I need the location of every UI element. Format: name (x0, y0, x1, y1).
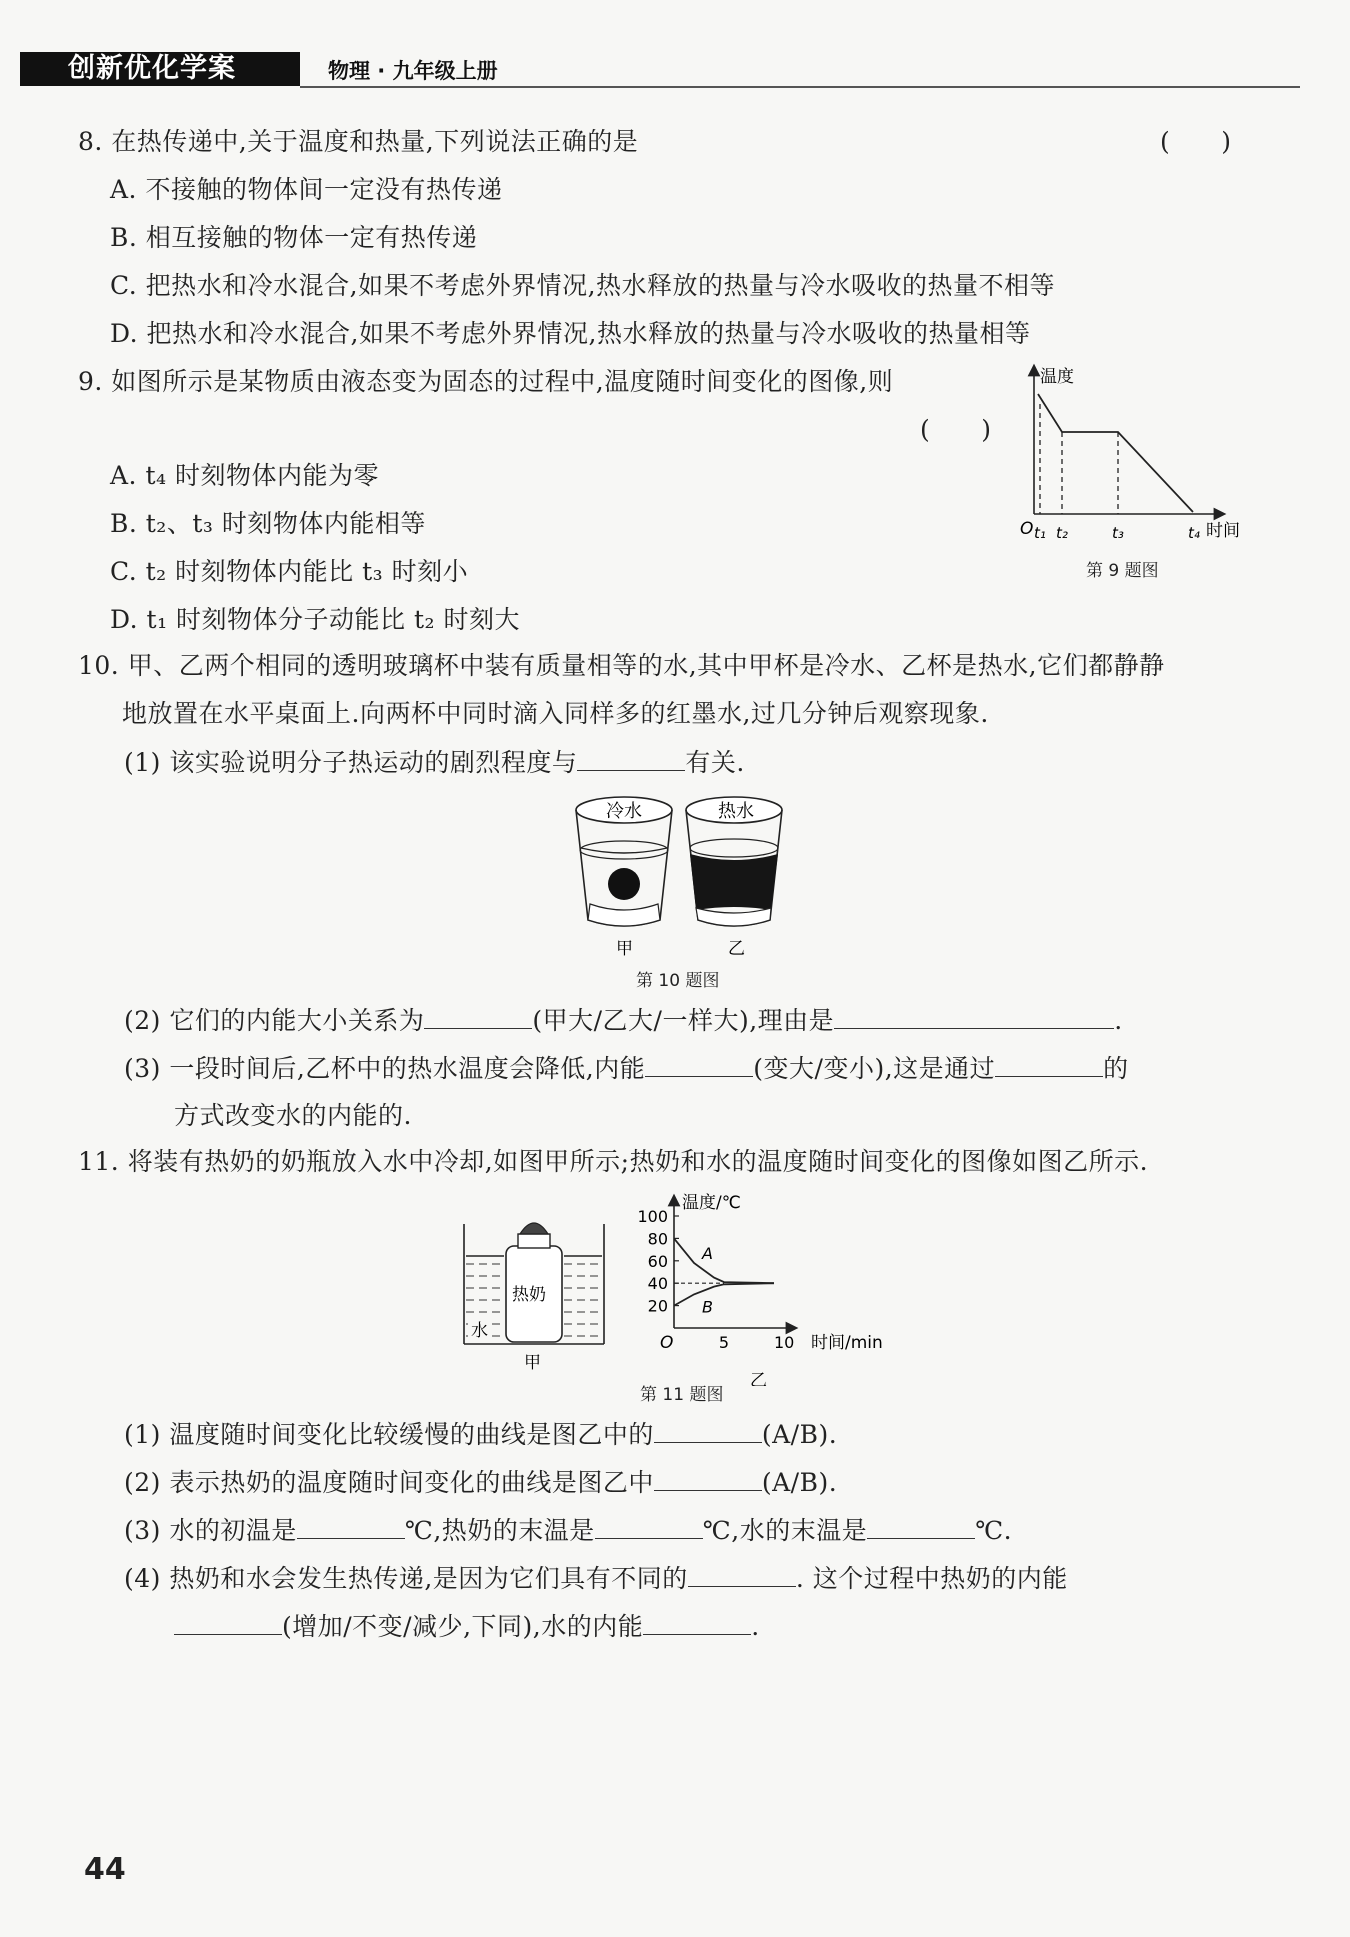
q11-chart-name: 乙 (750, 1371, 767, 1386)
q11-sub3-text-d: ℃. (975, 1516, 1013, 1545)
q11-ytick-label-20: 20 (647, 1296, 668, 1316)
q10-sub2-tail: . (1114, 1006, 1123, 1035)
q8-stem: 8. 在热传递中,关于温度和热量,下列说法正确的是 (78, 127, 639, 156)
q11-sub2 (124, 1466, 837, 1499)
q8-answer-paren: ( ) (1160, 127, 1232, 156)
q9-caption: 第 9 题图 (1086, 561, 1159, 581)
q11-sub4-blank-b[interactable] (174, 1610, 282, 1635)
q11-sub3-blank-a[interactable] (297, 1514, 405, 1539)
header-title: 创新优化学案 (68, 53, 236, 84)
q10-caption: 第 10 题图 (636, 971, 720, 991)
q8-option-a: A. 不接触的物体间一定没有热传递 (110, 175, 503, 204)
q9-option-d: D. t₁ 时刻物体分子动能比 t₂ 时刻大 (110, 605, 521, 634)
q10-sub2 (124, 1004, 1123, 1037)
q11-series-A-line (674, 1238, 774, 1283)
q9-option-a: A. t₄ 时刻物体内能为零 (110, 461, 379, 490)
ink-spread-hot (690, 854, 778, 910)
q10-sub1 (124, 746, 745, 779)
q10-sub1-text: (1) 该实验说明分子热运动的剧烈程度与 (124, 748, 578, 777)
q10-sub3-mid: (变大/变小),这是通过 (753, 1054, 996, 1083)
figure-jia-name: 甲 (524, 1353, 541, 1372)
q10-sub2-blank-a[interactable] (424, 1004, 532, 1029)
q10-sub3 (124, 1052, 1129, 1085)
q11-origin: O (660, 1333, 674, 1353)
q11-ytick-label-100: 100 (637, 1207, 668, 1226)
q11-sub1-tail: (A/B). (761, 1420, 838, 1449)
q10-sub3-line2: 方式改变水的内能的. (174, 1101, 412, 1130)
cold-glass-label: 冷水 (606, 801, 642, 822)
q11-sub4-blank-c[interactable] (643, 1610, 751, 1635)
q11-sub3-text-b: ℃,热奶的末温是 (404, 1516, 595, 1545)
ink-drop-cold (608, 868, 640, 900)
q9-temperature-curve (1038, 394, 1193, 512)
q11-xtick-label-10: 10 (774, 1333, 795, 1352)
q11-ytick-label-60: 60 (647, 1251, 668, 1271)
q9-tick-t2: t₂ (1056, 524, 1068, 542)
q10-sub3-text: (3) 一段时间后,乙杯中的热水温度会降低,内能 (124, 1054, 646, 1083)
q10-sub3-tail: 的 (1103, 1054, 1129, 1083)
page-number: 44 (84, 1852, 126, 1887)
bottle-nipple (520, 1223, 548, 1234)
q9-tick-t1: t₁ (1034, 524, 1046, 542)
q9-option-b: B. t₂、t₃ 时刻物体内能相等 (110, 509, 426, 538)
q9-option-c: C. t₂ 时刻物体内能比 t₃ 时刻小 (110, 557, 469, 586)
q11-sub4-line2-text: (增加/不变/减少,下同),水的内能 (282, 1612, 644, 1641)
q11-xlabel: 时间/min (811, 1333, 883, 1353)
q8-option-b: B. 相互接触的物体一定有热传递 (110, 223, 478, 252)
q11-sub2-tail: (A/B). (761, 1468, 838, 1497)
q11-ylabel: 温度/℃ (682, 1193, 741, 1213)
q11-series-A-label: A (702, 1244, 713, 1264)
q11-chart (630, 1186, 920, 1386)
q11-sub2-blank[interactable] (654, 1466, 762, 1491)
q11-sub3-text-c: ℃,水的末温是 (702, 1516, 868, 1545)
q11-sub1-blank[interactable] (654, 1418, 762, 1443)
q11-ytick-label-40: 40 (647, 1274, 668, 1294)
q11-series-B-line (674, 1283, 774, 1305)
q11-sub2-text: (2) 表示热奶的温度随时间变化的曲线是图乙中 (124, 1468, 654, 1497)
header-rule (300, 86, 1300, 88)
q11-sub1-text: (1) 温度随时间变化比较缓慢的曲线是图乙中的 (124, 1420, 654, 1449)
q11-sub3-blank-c[interactable] (867, 1514, 975, 1539)
bottle-label: 热奶 (512, 1285, 546, 1305)
q9-xlabel: 时间 (1206, 521, 1240, 541)
q11-figure-left (458, 1212, 618, 1372)
q10-stem-line1: 10. 甲、乙两个相同的透明玻璃杯中装有质量相等的水,其中甲杯是冷水、乙杯是热水,它们都静静 (78, 651, 1165, 680)
q11-series-B-label: B (702, 1297, 713, 1317)
q9-figure (1010, 362, 1250, 552)
q9-tick-t4: t₄ (1188, 524, 1200, 542)
q11-ytick-label-80: 80 (647, 1229, 668, 1249)
q9-stem: 9. 如图所示是某物质由液态变为固态的过程中,温度随时间变化的图像,则 (78, 367, 894, 396)
q11-sub3 (124, 1514, 1012, 1547)
q11-sub4 (124, 1562, 1068, 1595)
q8-option-c: C. 把热水和冷水混合,如果不考虑外界情况,热水释放的热量与冷水吸收的热量不相等 (110, 271, 1056, 300)
q11-sub1 (124, 1418, 837, 1451)
cold-water-glass (576, 797, 672, 959)
q9-ylabel: 温度 (1040, 367, 1074, 387)
q9-tick-t3: t₃ (1112, 524, 1124, 542)
q11-sub4-blank-a[interactable] (688, 1562, 796, 1587)
q11-sub3-blank-b[interactable] (595, 1514, 703, 1539)
q8-option-d: D. 把热水和冷水混合,如果不考虑外界情况,热水释放的热量与冷水吸收的热量相等 (110, 319, 1031, 348)
cold-glass-name: 甲 (616, 939, 633, 959)
q10-sub1-blank[interactable] (577, 746, 685, 771)
hot-glass-name: 乙 (728, 939, 745, 959)
hot-water-glass (686, 797, 782, 959)
q9-answer-paren: ( ) (920, 415, 992, 444)
q11-sub4-text: (4) 热奶和水会发生热传递,是因为它们具有不同的 (124, 1564, 688, 1593)
q10-sub1-tail: 有关. (685, 748, 745, 777)
q11-caption: 第 11 题图 (640, 1385, 724, 1405)
q11-sub4-line2-end: . (751, 1612, 760, 1641)
q11-sub4-line2 (174, 1610, 760, 1643)
water-label: 水 (471, 1321, 488, 1341)
header-subtitle: 物理 · 九年级上册 (328, 59, 498, 83)
hot-glass-label: 热水 (718, 801, 754, 822)
q10-sub2-mid: (甲大/乙大/一样大),理由是 (532, 1006, 835, 1035)
q10-sub3-blank-a[interactable] (645, 1052, 753, 1077)
q10-figure (568, 792, 798, 962)
q10-stem-line2: 地放置在水平桌面上.向两杯中同时滴入同样多的红墨水,过几分钟后观察现象. (122, 699, 989, 728)
q11-xtick-label-5: 5 (718, 1333, 730, 1352)
q11-stem: 11. 将装有热奶的奶瓶放入水中冷却,如图甲所示;热奶和水的温度随时间变化的图像如图乙所示. (78, 1147, 1149, 1176)
q10-sub2-text: (2) 它们的内能大小关系为 (124, 1006, 425, 1035)
q11-sub4-mid: . 这个过程中热奶的内能 (795, 1564, 1068, 1593)
q10-sub2-blank-b[interactable] (834, 1004, 1114, 1029)
q10-sub3-blank-b[interactable] (995, 1052, 1103, 1077)
q11-sub3-text-a: (3) 水的初温是 (124, 1516, 297, 1545)
q9-origin: O (1020, 519, 1034, 539)
